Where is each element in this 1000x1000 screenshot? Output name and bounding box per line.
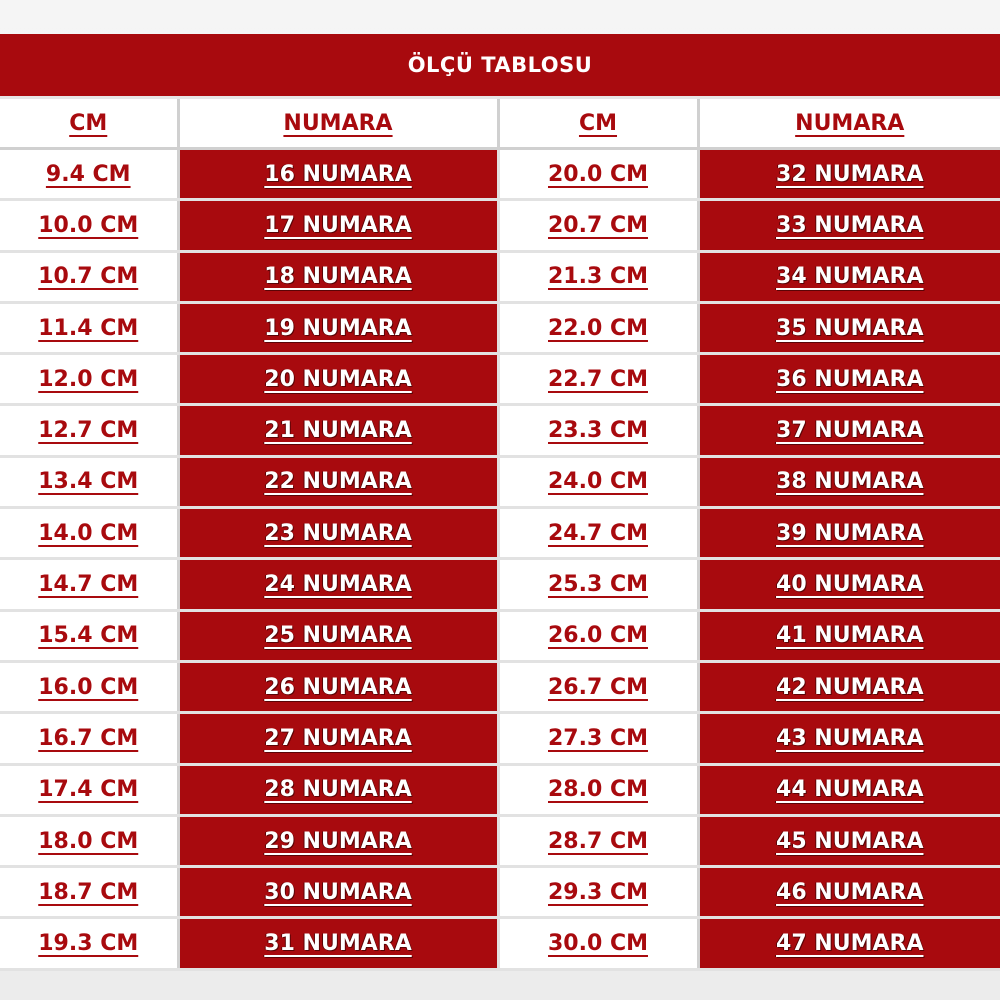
- table-row: [0, 302, 1000, 353]
- cell-value: 27.3 CM: [548, 725, 648, 751]
- cell-value: 9.4 CM: [45, 161, 131, 187]
- numara-cell-left: [178, 251, 498, 302]
- cell-value: 16.0 CM: [38, 674, 139, 700]
- cell-value: 20 NUMARA: [264, 366, 412, 392]
- cell-value: 41 NUMARA: [776, 623, 924, 649]
- cell-value: 29.3 CM: [548, 879, 648, 905]
- cell-value: 40 NUMARA: [776, 572, 924, 598]
- cell-value: 22.7 CM: [548, 366, 648, 392]
- cell-value: 24.0 CM: [548, 469, 648, 495]
- size-table: [0, 34, 1000, 971]
- numara-cell-left: [178, 200, 498, 251]
- column-header-label: CM: [69, 110, 108, 136]
- cell-value: 10.7 CM: [38, 264, 139, 290]
- table-row: [0, 764, 1000, 815]
- cell-value: 27 NUMARA: [264, 725, 412, 751]
- numara-cell-left: [178, 405, 498, 456]
- table-row: [0, 456, 1000, 507]
- table-row: [0, 200, 1000, 251]
- cm-cell-right: [498, 354, 698, 405]
- cm-cell-left: [0, 149, 178, 200]
- numara-cell-right: [698, 354, 1000, 405]
- title-row: [0, 34, 1000, 98]
- cell-value: 43 NUMARA: [776, 725, 924, 751]
- cell-value: 39 NUMARA: [776, 520, 924, 546]
- cell-value: 13.4 CM: [38, 469, 139, 495]
- table-row: [0, 251, 1000, 302]
- column-header-label: NUMARA: [795, 110, 905, 136]
- table-row: [0, 867, 1000, 918]
- cell-value: 24 NUMARA: [264, 572, 412, 598]
- cm-cell-left: [0, 559, 178, 610]
- cm-cell-right: [498, 815, 698, 866]
- numara-cell-left: [178, 508, 498, 559]
- cell-value: 26 NUMARA: [264, 674, 412, 700]
- numara-cell-left: [178, 302, 498, 353]
- cell-value: 44 NUMARA: [776, 777, 924, 803]
- cm-cell-left: [0, 713, 178, 764]
- cell-value: 23 NUMARA: [264, 520, 412, 546]
- cell-value: 14.7 CM: [38, 572, 139, 598]
- cell-value: 26.0 CM: [548, 623, 648, 649]
- cm-cell-right: [498, 661, 698, 712]
- numara-cell-right: [698, 405, 1000, 456]
- cell-value: 22.0 CM: [548, 315, 648, 341]
- numara-cell-left: [178, 456, 498, 507]
- table-row: [0, 713, 1000, 764]
- size-rows: [0, 149, 1000, 970]
- cell-value: 12.0 CM: [38, 366, 139, 392]
- numara-cell-left: [178, 610, 498, 661]
- table-row: [0, 815, 1000, 866]
- cm-cell-right: [498, 251, 698, 302]
- cell-value: 21 NUMARA: [264, 418, 412, 444]
- cell-value: 17.4 CM: [38, 777, 139, 803]
- cell-value: 10.0 CM: [38, 212, 139, 238]
- cell-value: 47 NUMARA: [776, 931, 924, 957]
- cell-value: 28 NUMARA: [264, 777, 412, 803]
- table-row: [0, 918, 1000, 969]
- table-title: ÖLÇÜ TABLOSU: [0, 34, 1000, 98]
- cell-value: 20.7 CM: [548, 212, 648, 238]
- cm-cell-left: [0, 508, 178, 559]
- numara-cell-right: [698, 815, 1000, 866]
- cell-value: 32 NUMARA: [776, 161, 924, 187]
- cm-cell-left: [0, 456, 178, 507]
- cm-cell-right: [498, 149, 698, 200]
- numara-cell-left: [178, 713, 498, 764]
- cm-cell-left: [0, 405, 178, 456]
- table-row: [0, 405, 1000, 456]
- numara-cell-left: [178, 815, 498, 866]
- numara-cell-right: [698, 508, 1000, 559]
- cell-value: 38 NUMARA: [776, 469, 924, 495]
- cm-cell-left: [0, 764, 178, 815]
- table-row: [0, 661, 1000, 712]
- header-row: [0, 98, 1000, 149]
- cm-cell-right: [498, 713, 698, 764]
- numara-cell-left: [178, 661, 498, 712]
- table-row: [0, 149, 1000, 200]
- numara-cell-right: [698, 302, 1000, 353]
- column-header-label: CM: [578, 110, 618, 136]
- cell-value: 21.3 CM: [548, 264, 648, 290]
- cell-value: 17 NUMARA: [264, 212, 412, 238]
- cell-value: 16.7 CM: [38, 725, 139, 751]
- cell-value: 11.4 CM: [38, 315, 139, 341]
- column-header-cm-right: [498, 98, 698, 149]
- cell-value: 12.7 CM: [38, 418, 139, 444]
- numara-cell-left: [178, 764, 498, 815]
- table-row: [0, 610, 1000, 661]
- cell-value: 36 NUMARA: [776, 366, 924, 392]
- cm-cell-right: [498, 508, 698, 559]
- table-row: [0, 508, 1000, 559]
- column-header-label: NUMARA: [283, 110, 393, 136]
- cm-cell-right: [498, 405, 698, 456]
- cm-cell-left: [0, 200, 178, 251]
- table-row: [0, 559, 1000, 610]
- table-row: [0, 354, 1000, 405]
- numara-cell-right: [698, 918, 1000, 969]
- numara-cell-left: [178, 559, 498, 610]
- cm-cell-right: [498, 200, 698, 251]
- cell-value: 16 NUMARA: [264, 161, 412, 187]
- numara-cell-left: [178, 867, 498, 918]
- cm-cell-left: [0, 918, 178, 969]
- cm-cell-left: [0, 815, 178, 866]
- cm-cell-left: [0, 354, 178, 405]
- cell-value: 30.0 CM: [548, 931, 648, 957]
- cell-value: 23.3 CM: [548, 418, 648, 444]
- cell-value: 26.7 CM: [548, 674, 648, 700]
- cell-value: 46 NUMARA: [776, 879, 924, 905]
- cm-cell-right: [498, 302, 698, 353]
- cell-value: 28.7 CM: [548, 828, 648, 854]
- cell-value: 25 NUMARA: [264, 623, 412, 649]
- cm-cell-left: [0, 302, 178, 353]
- cm-cell-right: [498, 764, 698, 815]
- cell-value: 42 NUMARA: [776, 674, 924, 700]
- cell-value: 24.7 CM: [548, 520, 648, 546]
- cm-cell-right: [498, 918, 698, 969]
- cell-value: 20.0 CM: [548, 161, 648, 187]
- cell-value: 28.0 CM: [548, 777, 648, 803]
- cell-value: 18 NUMARA: [264, 264, 412, 290]
- cm-cell-right: [498, 456, 698, 507]
- numara-cell-right: [698, 867, 1000, 918]
- cell-value: 33 NUMARA: [776, 212, 924, 238]
- numara-cell-right: [698, 661, 1000, 712]
- numara-cell-right: [698, 610, 1000, 661]
- cell-value: 22 NUMARA: [264, 469, 412, 495]
- column-header-numara-left: [178, 98, 498, 149]
- numara-cell-right: [698, 200, 1000, 251]
- numara-cell-right: [698, 559, 1000, 610]
- cm-cell-left: [0, 661, 178, 712]
- cell-value: 25.3 CM: [548, 572, 648, 598]
- cell-value: 29 NUMARA: [264, 828, 412, 854]
- numara-cell-right: [698, 713, 1000, 764]
- cm-cell-right: [498, 867, 698, 918]
- cell-value: 45 NUMARA: [776, 828, 924, 854]
- numara-cell-right: [698, 764, 1000, 815]
- numara-cell-left: [178, 354, 498, 405]
- column-header-cm-left: [0, 98, 178, 149]
- cm-cell-left: [0, 610, 178, 661]
- cell-value: 19.3 CM: [38, 931, 139, 957]
- column-header-numara-right: [698, 98, 1000, 149]
- cm-cell-left: [0, 867, 178, 918]
- cm-cell-right: [498, 610, 698, 661]
- cell-value: 18.7 CM: [38, 879, 139, 905]
- numara-cell-right: [698, 456, 1000, 507]
- numara-cell-left: [178, 149, 498, 200]
- cell-value: 18.0 CM: [38, 828, 139, 854]
- numara-cell-left: [178, 918, 498, 969]
- numara-cell-right: [698, 149, 1000, 200]
- cell-value: 34 NUMARA: [776, 264, 924, 290]
- cell-value: 37 NUMARA: [776, 418, 924, 444]
- numara-cell-right: [698, 251, 1000, 302]
- cell-value: 19 NUMARA: [264, 315, 412, 341]
- cell-value: 30 NUMARA: [264, 879, 412, 905]
- cell-value: 35 NUMARA: [776, 315, 924, 341]
- cell-value: 15.4 CM: [38, 623, 139, 649]
- cm-cell-left: [0, 251, 178, 302]
- cm-cell-right: [498, 559, 698, 610]
- cell-value: 14.0 CM: [38, 520, 139, 546]
- cell-value: 31 NUMARA: [264, 931, 412, 957]
